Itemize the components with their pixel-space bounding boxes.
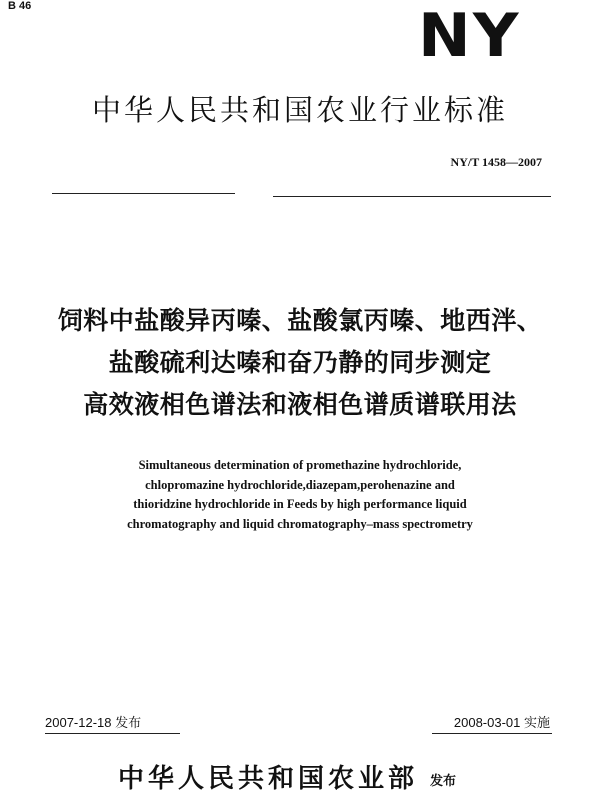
standard-number: NY/T 1458—2007 xyxy=(450,155,542,169)
english-title-line: thioridzine hydrochloride in Feeds by high performance liquid xyxy=(133,497,467,511)
chinese-title-line: 盐酸硫利达嗪和奋乃静的同步测定 xyxy=(108,348,492,377)
standard-name: 中华人民共和国农业行业标准 xyxy=(91,93,508,127)
publisher: 中华人民共和国农业部 xyxy=(118,764,419,794)
english-title-line: Simultaneous determination of promethazine hydrochloride, xyxy=(138,458,462,472)
issue-date-underline xyxy=(45,733,180,734)
header-divider-right xyxy=(273,196,551,197)
issue-date: 2007-12-18 发布 xyxy=(45,715,142,730)
header-divider-left xyxy=(52,193,235,194)
implementation-date-underline xyxy=(432,733,552,734)
publisher-suffix: 发布 xyxy=(430,774,457,789)
english-title-line: chromatography and liquid chromatography–mass spectrometry xyxy=(127,516,473,531)
chinese-title-line: 饲料中盐酸异丙嗪、盐酸氯丙嗪、地西泮、 xyxy=(57,306,543,335)
english-title-line: chlopromazine hydrochloride,diazepam,perohenazine and xyxy=(145,477,455,492)
english-title xyxy=(60,456,540,534)
classification-code: B 46 xyxy=(8,0,32,12)
implementation-date: 2008-03-01 实施 xyxy=(453,715,550,730)
chinese-title-line: 高效液相色谱法和液相色谱质谱联用法 xyxy=(83,390,517,419)
chinese-title xyxy=(0,300,600,426)
ny-logo: NY xyxy=(418,1,521,71)
